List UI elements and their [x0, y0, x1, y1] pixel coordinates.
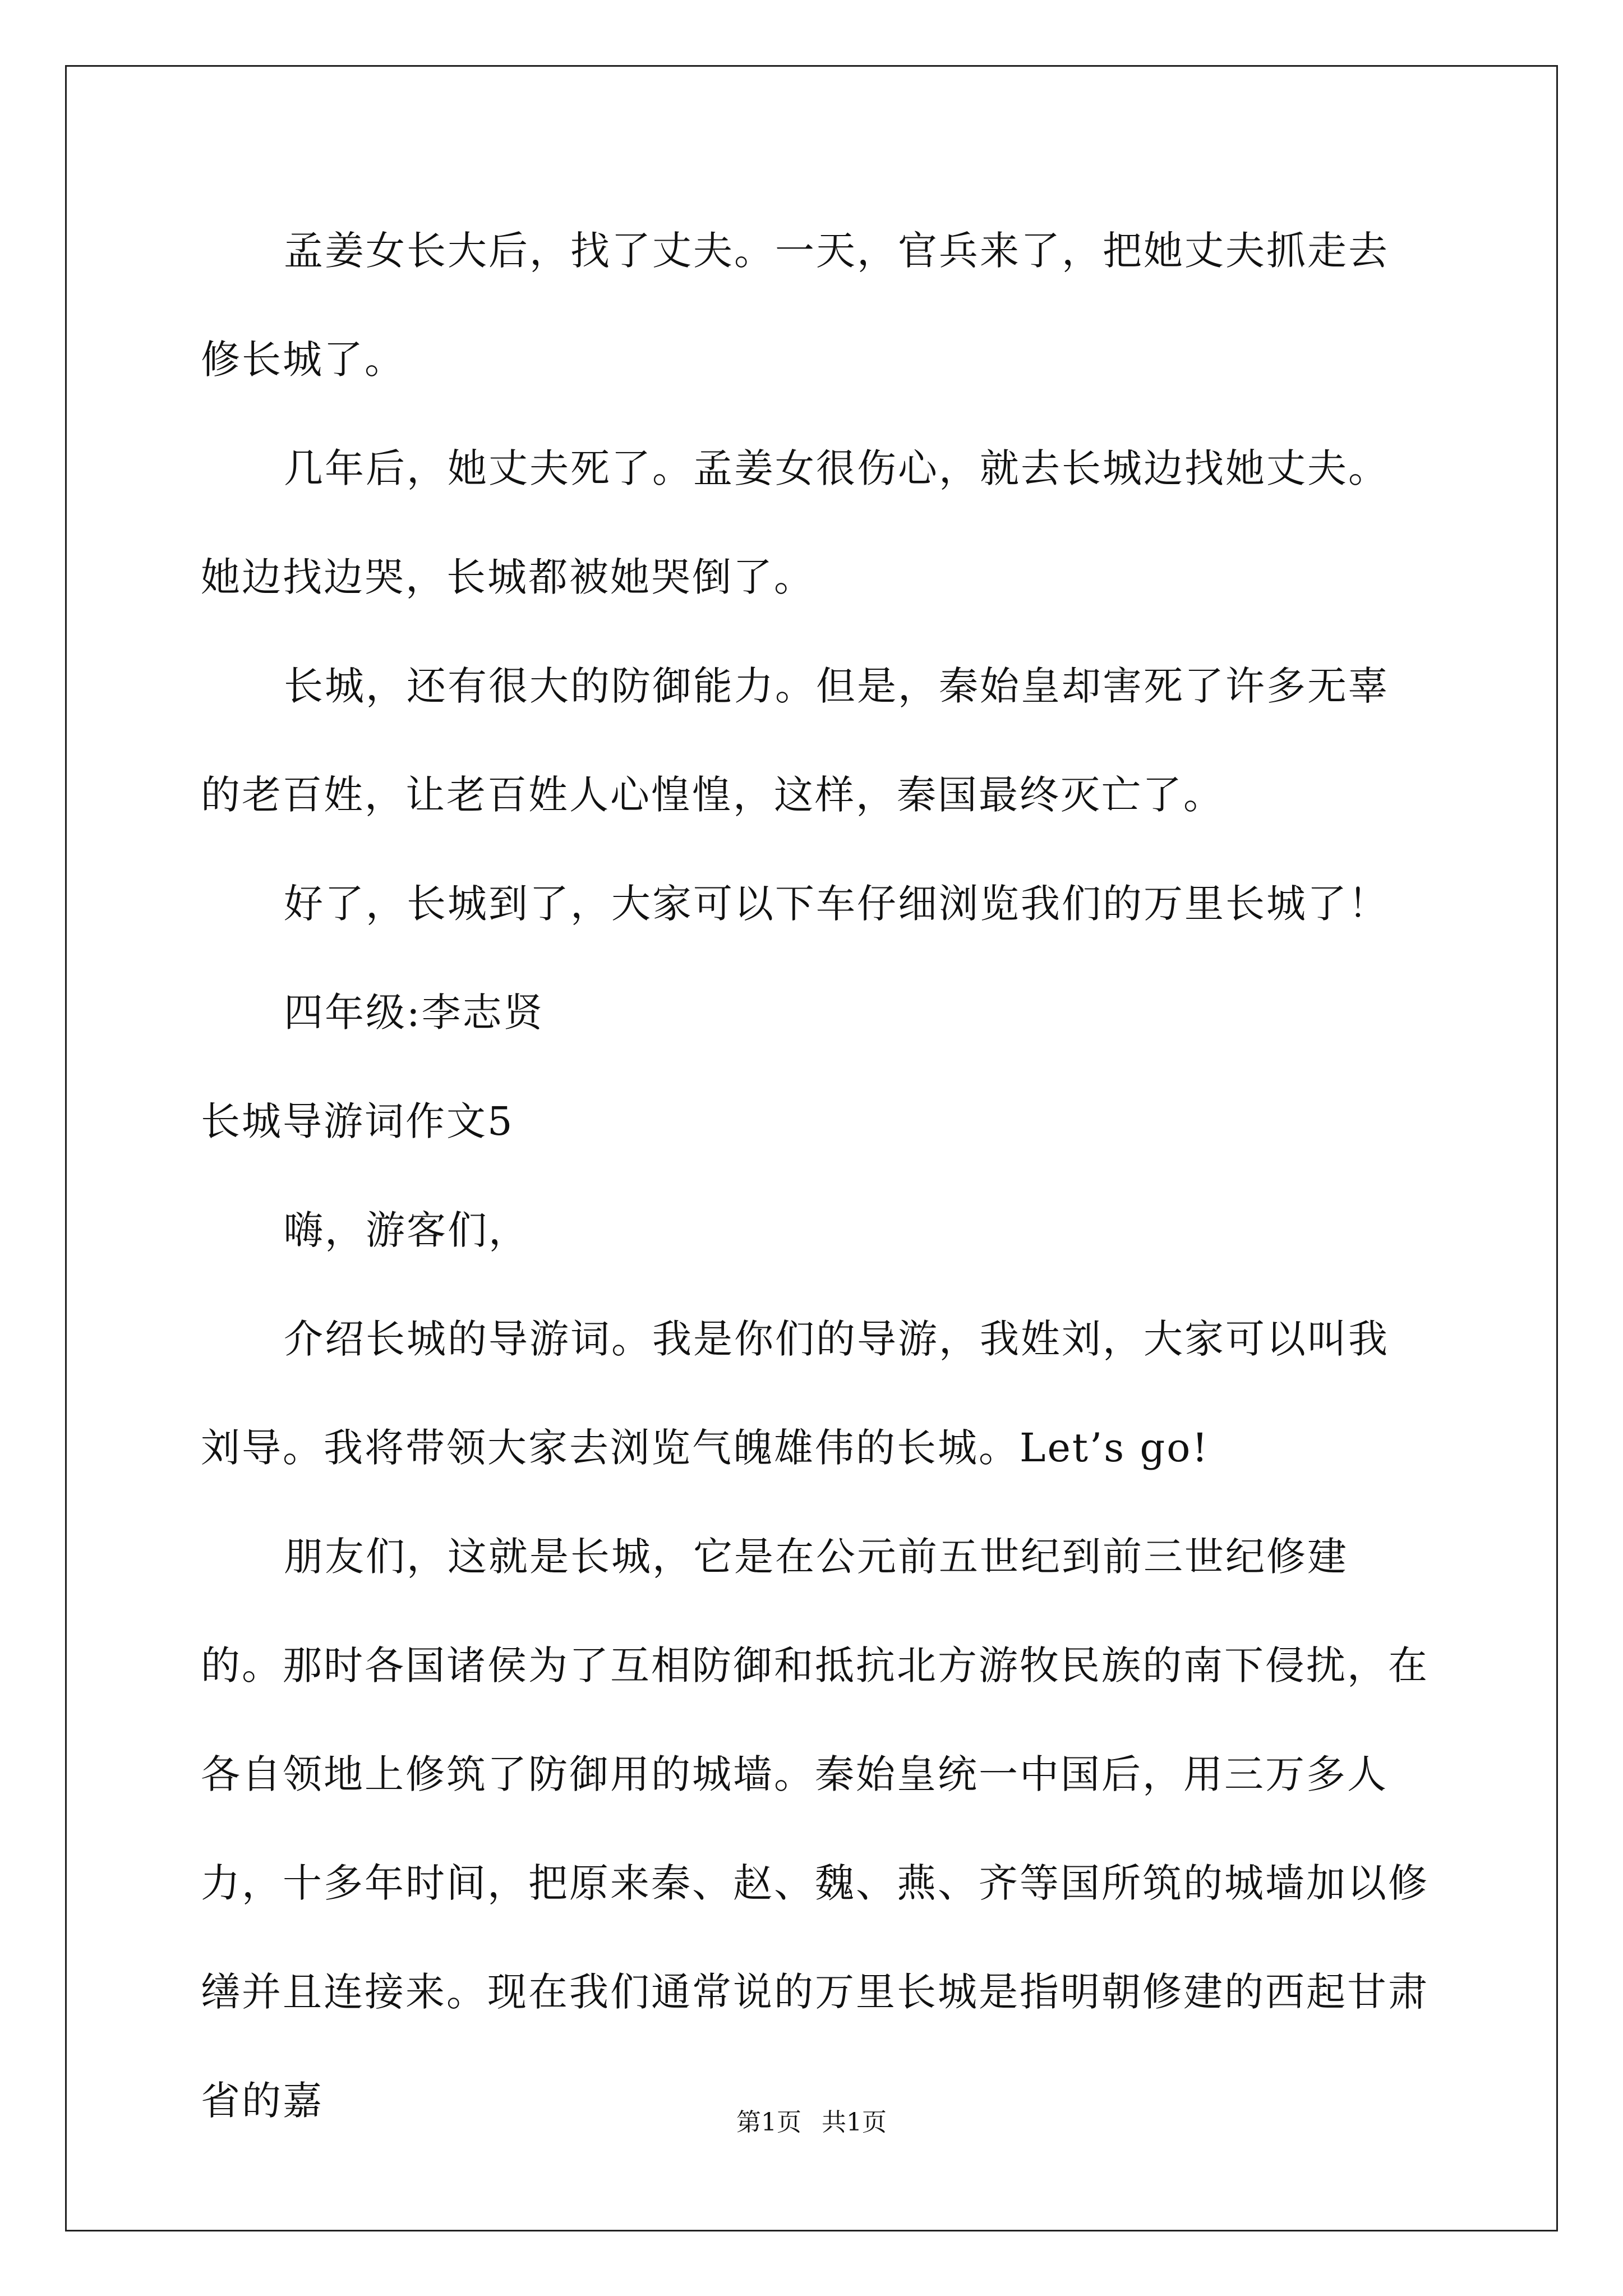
author-line: 四年级:李志贤: [284, 990, 545, 1036]
paragraph-4: 好了，长城到了，大家可以下车仔细浏览我们的万里长城了！: [284, 881, 1389, 927]
paragraph-1: 孟姜女长大后，找了丈夫。一天，官兵来了，把她丈夫抓走去修长城了。: [201, 228, 1389, 383]
paragraph-3: 长城，还有很大的防御能力。但是，秦始皇却害死了许多无辜的老百姓，让老百姓人心惶惶，这样，秦国最终灭亡了。: [201, 663, 1389, 818]
document-body: [201, 196, 1429, 2155]
paragraph-9: 朋友们，这就是长城，它是在公元前五世纪到前三世纪修建的。那时各国诸侯为了互相防御和抵抗北方游牧民族的南下侵扰，在各自领地上修筑了防御用的城墙。秦始皇统一中国后，用三万多人力，十多年时间，把原来秦、赵、魏、燕、齐等国所筑的城墙加以修缮并且连接来。现在我们通常说的万里长城是指明朝修建的西起甘肃省的嘉: [201, 1534, 1429, 2124]
page-footer: [0, 2106, 1623, 2139]
greeting-line: 嗨，游客们，: [284, 1207, 529, 1253]
page-total: 共1页: [822, 2108, 887, 2137]
paragraph-8: 介绍长城的导游词。我是你们的导游，我姓刘，大家可以叫我刘导。我将带领大家去浏览气魄雄伟的长城。Let’s go!: [201, 1316, 1389, 1471]
section-heading: 长城导游词作文5: [201, 1098, 514, 1144]
paragraph-2: 几年后，她丈夫死了。孟姜女很伤心，就去长城边找她丈夫。她边找边哭，长城都被她哭倒了。: [201, 445, 1389, 600]
page-number: 第1页: [736, 2108, 801, 2137]
